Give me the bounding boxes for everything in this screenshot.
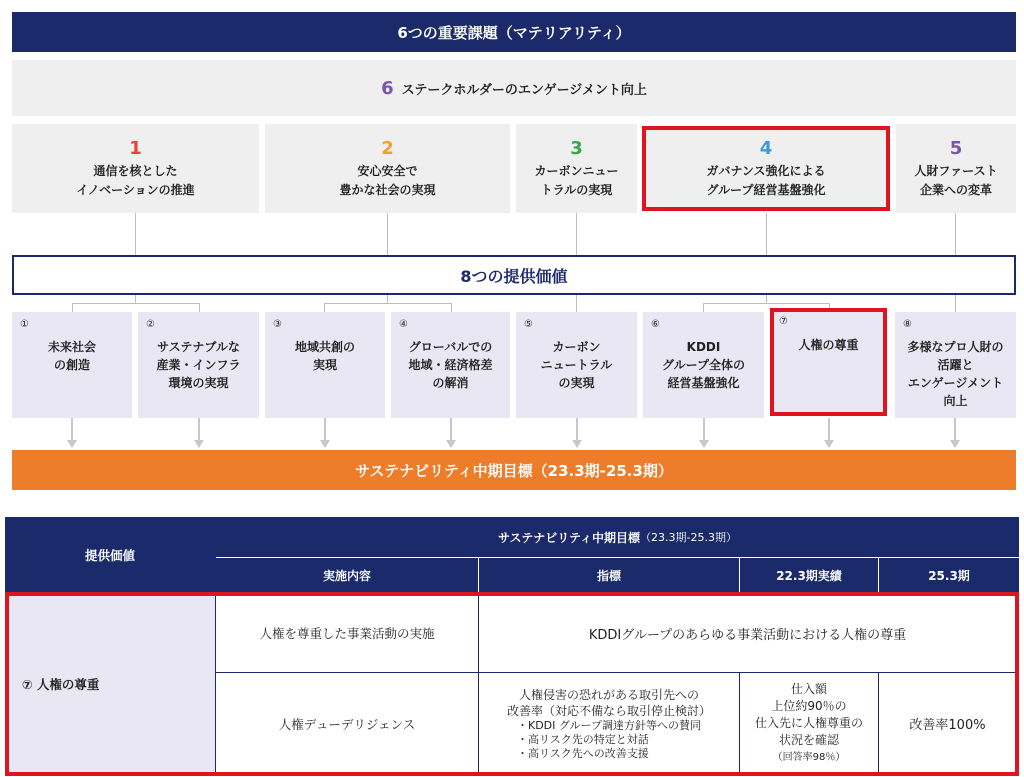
down-arrow xyxy=(198,418,200,440)
materiality-line: グループ経営基盤強化 xyxy=(706,182,826,197)
value-text: 地域共創の 実現 xyxy=(294,340,355,372)
materiality-5 xyxy=(896,124,1016,213)
materiality-number: 2 xyxy=(381,137,394,159)
down-arrow-head xyxy=(572,440,582,448)
down-arrow-head xyxy=(67,440,77,448)
materiality-number: 3 xyxy=(570,137,583,159)
value-box-8 xyxy=(895,312,1016,418)
row2-actual-line: 仕入先に人権尊重の xyxy=(754,716,863,730)
materiality-line: 通信を核とした xyxy=(93,163,178,178)
row2-indicator-line: 改善率（対応不備なら取引停止検討） xyxy=(506,703,711,718)
col-header-value xyxy=(5,517,215,593)
row1-indicator-text: KDDIグループのあらゆる事業活動における人権の尊重 xyxy=(588,627,907,643)
value-text: グローバルでの 地域・経済格差 の解消 xyxy=(408,340,493,390)
connector-line xyxy=(576,213,577,255)
value-box-3 xyxy=(265,312,385,418)
row2-actual-note: （回答率98％） xyxy=(772,752,846,763)
value-number: ⑦ xyxy=(779,316,788,327)
value-box-6 xyxy=(643,312,764,418)
down-arrow-head xyxy=(194,440,204,448)
value-text: カーボン ニュートラル の実現 xyxy=(540,340,613,390)
connector-line xyxy=(451,303,452,312)
bullet-item: ・KDDI グループ調達方針等への賛同 xyxy=(516,718,701,732)
bullet-item: ・高リスク先の特定と対話 xyxy=(516,732,649,746)
row2-actual-line: 上位約90％の xyxy=(771,699,847,713)
value-number: ① xyxy=(20,319,29,330)
materiality-header-title: 6つの重要課題（マテリアリティ） xyxy=(397,23,631,42)
value-box-5 xyxy=(516,312,637,418)
row2-indicator-line: 人権侵害の恐れがある取引先への xyxy=(518,687,699,702)
value-number: ⑥ xyxy=(651,319,660,330)
materiality-1 xyxy=(12,124,259,213)
value-text: 多様なプロ人財の 活躍と エンゲージメント 向上 xyxy=(907,340,1004,408)
row-value-label-text: ⑦ 人権の尊重 xyxy=(22,677,100,692)
materiality-line: 安心安全で xyxy=(357,163,418,178)
down-arrow xyxy=(954,418,956,440)
group-header-label: サステナビリティ中期目標 xyxy=(497,530,641,545)
col-header-action xyxy=(216,558,478,593)
value-number: ④ xyxy=(399,319,408,330)
engagement-number: 6 xyxy=(381,77,394,99)
materiality-number: 4 xyxy=(759,137,773,159)
value-number: ⑤ xyxy=(524,319,533,330)
engagement-box xyxy=(12,60,1016,116)
materiality-line: イノベーションの推進 xyxy=(76,182,195,197)
col-header-action-label: 実施内容 xyxy=(322,569,371,583)
connector-line xyxy=(703,303,704,312)
value-text: サステナブルな 産業・インフラ 環境の実現 xyxy=(156,340,241,390)
down-arrow xyxy=(71,418,73,440)
highlight-outline xyxy=(5,592,1019,776)
value-number: ③ xyxy=(273,319,282,330)
col-header-actual xyxy=(740,558,878,593)
col-header-target xyxy=(879,558,1019,593)
materiality-4 xyxy=(642,126,890,211)
value-box-2 xyxy=(138,312,259,418)
col-header-value-label: 提供価値 xyxy=(84,548,135,563)
values-header-title: 8つの提供価値 xyxy=(460,266,568,286)
row2-target-text: 改善率100% xyxy=(909,718,986,733)
value-box-7 xyxy=(770,308,887,416)
materiality-line: カーボンニュー xyxy=(534,163,619,178)
connector-line xyxy=(766,295,767,303)
value-box-4 xyxy=(391,312,510,418)
materiality-header xyxy=(12,12,1016,52)
row2-actual-line: 仕入額 xyxy=(790,682,827,696)
connector-line xyxy=(324,303,325,312)
down-arrow xyxy=(576,418,578,440)
down-arrow-head xyxy=(950,440,960,448)
down-arrow-head xyxy=(320,440,330,448)
connector-line xyxy=(766,213,767,255)
col-header-actual-label: 22.3期実績 xyxy=(776,569,842,583)
materiality-3 xyxy=(516,124,637,213)
value-box-1 xyxy=(12,312,132,418)
connector-line xyxy=(135,295,136,303)
row1-action-text: 人権を尊重した事業活動の実施 xyxy=(259,626,435,641)
values-header xyxy=(12,255,1016,295)
group-header xyxy=(216,517,1019,557)
down-arrow xyxy=(703,418,705,440)
connector-line xyxy=(955,213,956,255)
connector-line xyxy=(387,295,388,303)
down-arrow-head xyxy=(824,440,834,448)
connector-line xyxy=(72,303,73,312)
col-header-indicator-label: 指標 xyxy=(596,569,621,583)
materiality-line: 企業への変革 xyxy=(919,182,992,197)
col-header-indicator xyxy=(479,558,739,593)
connector-line xyxy=(703,303,830,304)
connector-line xyxy=(72,303,200,304)
value-number: ② xyxy=(146,319,155,330)
materiality-2 xyxy=(265,124,510,213)
down-arrow-head xyxy=(446,440,456,448)
value-number: ⑧ xyxy=(903,319,912,330)
value-text: KDDI グループ全体の 経営基盤強化 xyxy=(661,340,746,390)
bullet-item: ・高リスク先への改善支援 xyxy=(516,746,649,760)
sustainability-goals-title: サステナビリティ中期目標（23.3期-25.3期） xyxy=(355,461,673,480)
row2-action-text: 人権デューデリジェンス xyxy=(278,716,416,732)
connector-line xyxy=(199,303,200,312)
materiality-line: 人財ファースト xyxy=(914,163,998,178)
down-arrow-head xyxy=(699,440,709,448)
down-arrow xyxy=(450,418,452,440)
connector-line xyxy=(576,295,577,312)
down-arrow xyxy=(324,418,326,440)
sustainability-goals-bar xyxy=(12,450,1016,490)
row2-actual-line: 状況を確認 xyxy=(778,733,839,747)
connector-line xyxy=(135,213,136,255)
connector-line xyxy=(324,303,452,304)
group-header-period: （23.3期-25.3期） xyxy=(640,531,738,544)
connector-line xyxy=(955,295,956,312)
down-arrow xyxy=(828,418,830,440)
value-text: 人権の尊重 xyxy=(798,338,859,352)
col-header-target-label: 25.3期 xyxy=(928,569,970,583)
materiality-number: 5 xyxy=(949,137,963,159)
engagement-label: ステークホルダーのエンゲージメント向上 xyxy=(401,82,647,98)
materiality-number: 1 xyxy=(129,137,142,159)
connector-line xyxy=(387,213,388,255)
value-text: 未来社会 の創造 xyxy=(47,340,96,372)
materiality-line: ガバナンス強化による xyxy=(706,163,826,178)
materiality-line: 豊かな社会の実現 xyxy=(339,182,436,197)
materiality-line: トラルの実現 xyxy=(540,182,613,197)
